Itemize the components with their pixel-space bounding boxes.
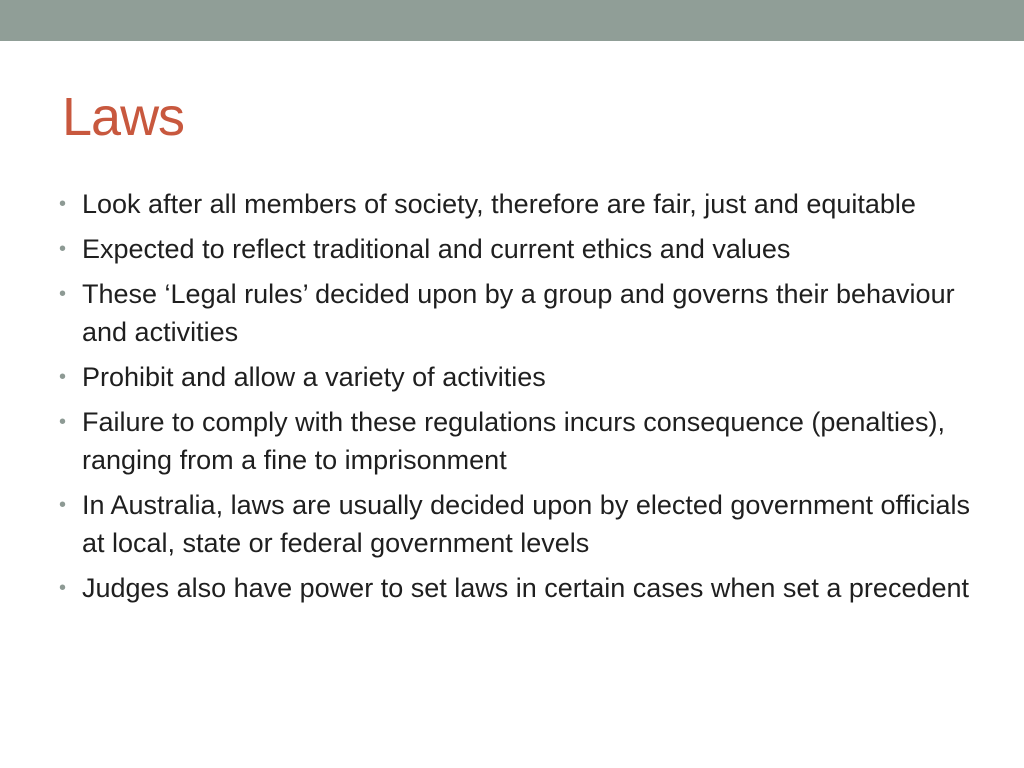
bullet-text: Judges also have power to set laws in certain cases when set a precedent [82,573,970,603]
bullet-item [58,230,978,268]
bullet-text: These ‘Legal rules’ decided upon by a group and governs their behaviour and activities [82,279,955,347]
bullet-item [58,185,978,223]
bullet-icon: • [59,494,67,516]
bullet-text: Expected to reflect traditional and current ethics and values [82,234,791,264]
bullet-icon: • [59,577,67,599]
bullet-text: In Australia, laws are usually decided upon by elected government officials at local, state or federal government levels [82,490,971,558]
bullet-icon: • [59,283,67,305]
bullet-item [58,275,978,351]
bullet-text: Failure to comply with these regulations incurs consequence (penalties), ranging from a fine to imprisonment [82,407,945,475]
bullet-item [58,486,978,562]
bullet-item [58,358,978,396]
bullet-icon: • [59,411,67,433]
bullet-text: Prohibit and allow a variety of activities [82,362,546,392]
bullet-icon: • [59,193,67,215]
bullet-list [58,185,978,614]
bullet-icon: • [59,366,67,388]
slide-title: Laws [62,87,185,147]
bullet-item [58,403,978,479]
bullet-item [58,569,978,607]
bullet-icon: • [59,238,67,260]
bullet-text: Look after all members of society, therefore are fair, just and equitable [82,189,916,219]
top-accent-bar [0,0,1024,41]
